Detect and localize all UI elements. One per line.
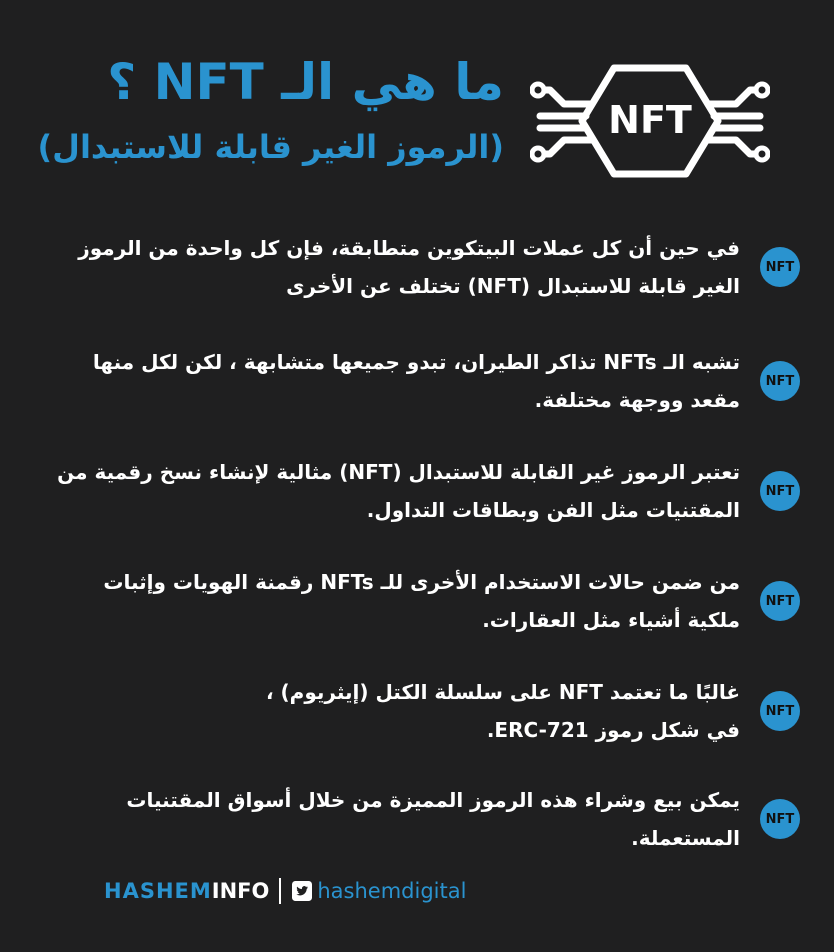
item-line: يمكن بيع وشراء هذه الرموز المميزة من خلال أسواق المقتنيات	[126, 788, 740, 812]
list-item	[60, 222, 800, 312]
list-item	[60, 336, 800, 426]
item-line: في شكل رموز ERC-721.	[486, 718, 740, 742]
item-line: المستعملة.	[631, 826, 740, 850]
item-line: تشبه الـ NFTs تذاكر الطيران، تبدو جميعها متشابهة ، لكن لكل منها	[92, 350, 740, 374]
list-item	[57, 446, 800, 536]
item-line: من ضمن حالات الاستخدام الأخرى للـ NFTs رقمنة الهويات وإثبات	[103, 570, 740, 594]
nft-badge-icon: NFT	[760, 691, 800, 731]
twitter-icon	[291, 881, 313, 901]
logo-text: NFT	[608, 98, 692, 142]
page-subtitle: (الرموز الغير قابلة للاستبدال)	[37, 128, 504, 166]
list-item	[60, 774, 800, 864]
item-line: ملكية أشياء مثل العقارات.	[482, 608, 740, 632]
item-text	[92, 343, 740, 419]
item-line: مقعد ووجهة مختلفة.	[534, 388, 740, 412]
nft-badge-icon: NFT	[760, 799, 800, 839]
brand-name-part1: HASHEM	[104, 879, 212, 903]
footer	[104, 874, 466, 908]
item-text	[57, 453, 740, 529]
item-line: في حين أن كل عملات البيتكوين متطابقة، فإن كل واحدة من الرموز	[78, 236, 740, 260]
list-item	[60, 556, 800, 646]
item-text	[100, 781, 740, 857]
social-handle[interactable]: hashemdigital	[317, 879, 467, 903]
item-text	[78, 229, 740, 305]
item-text	[100, 563, 740, 639]
nft-circuit-logo-icon	[530, 56, 770, 186]
item-line: تعتبر الرموز غير القابلة للاستبدال (NFT) مثالية لإنشاء نسخ رقمية من	[57, 460, 740, 484]
item-text	[100, 673, 740, 749]
nft-badge-icon: NFT	[760, 581, 800, 621]
nft-badge-icon: NFT	[760, 471, 800, 511]
footer-divider	[279, 878, 281, 904]
page-title: ما هي الـ NFT ؟	[107, 53, 504, 111]
item-line: المقتنيات مثل الفن وبطاقات التداول.	[366, 498, 740, 522]
item-line: الغير قابلة للاستبدال (NFT) تختلف عن الأخرى	[286, 274, 740, 298]
nft-badge-icon: NFT	[760, 361, 800, 401]
item-line: غالبًا ما تعتمد NFT على سلسلة الكتل (إيثريوم) ،	[265, 680, 740, 704]
nft-badge-icon: NFT	[760, 247, 800, 287]
brand-name-part2: INFO	[211, 879, 270, 903]
list-item	[60, 666, 800, 756]
